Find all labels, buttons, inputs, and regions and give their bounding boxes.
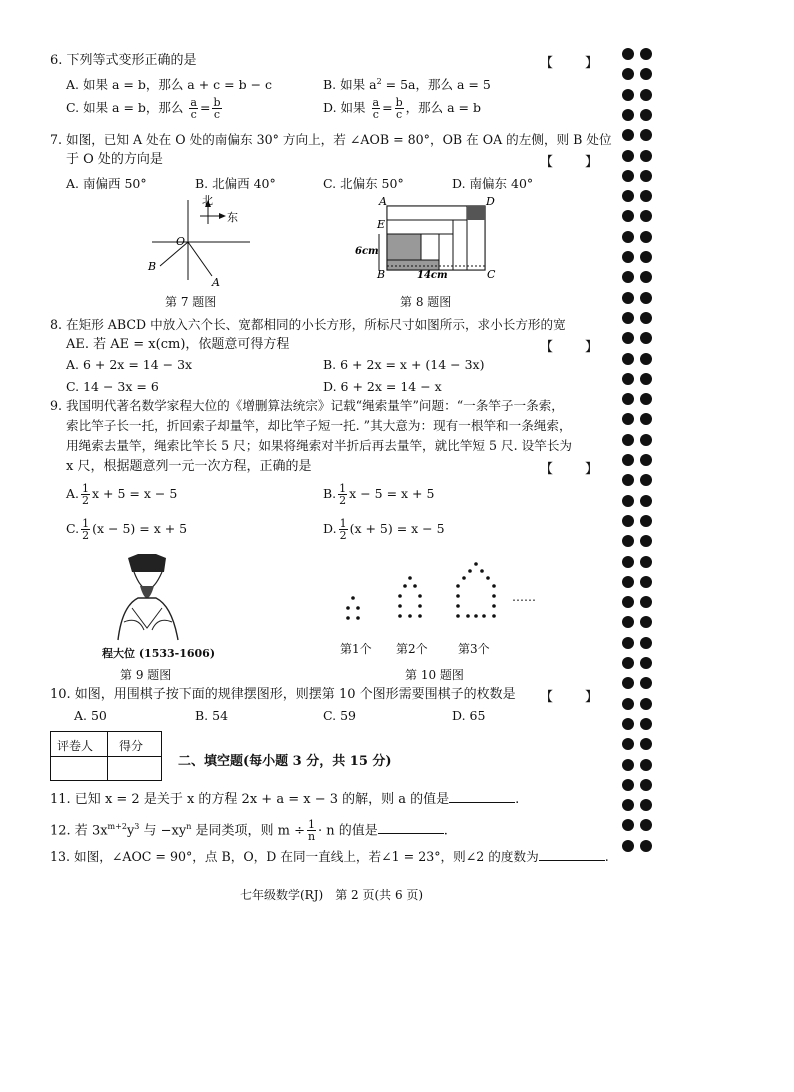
q7-option-b[interactable]: B. 北偏西 40° [195,176,276,191]
q6-option-d-equals: = [382,100,393,115]
score-table-grader-cell[interactable] [51,757,107,780]
q8-option-b[interactable]: B. 6 + 2x = x + (14 − 3x) [323,357,485,372]
q6-option-d-text-end: ，那么 a = b [405,100,481,115]
q9-option-b-text: x − 5 = x + 5 [349,486,435,501]
figure-8-caption: 第 8 题图 [400,295,452,309]
q9-option-a[interactable] [66,483,177,506]
q11-period: . [515,792,520,807]
binding-hole [640,556,652,568]
binding-hole [622,129,634,141]
binding-hole [640,738,652,750]
binding-hole [640,576,652,588]
q7-answer-bracket[interactable]: 【 】 [540,155,601,170]
q9-option-a-text: x + 5 = x − 5 [92,486,178,501]
q10-option-a[interactable]: A. 50 [74,708,107,723]
fig9-name-label: 程大位 (1533-1606) [102,647,216,660]
q6-option-b-exponent: 2 [376,76,382,86]
binding-hole [640,819,652,831]
q6-option-d-text: D. 如果 [323,100,366,115]
page-footer: 七年级数学(RJ) 第 2 页(共 6 页) [240,888,424,902]
q9-option-d-fraction: $\frac{1}{2}$ [339,517,347,542]
binding-hole [622,393,634,405]
binding-hole [622,292,634,304]
q9-line-4: x 尺，根据题意列一元一次方程，正确的是 [66,459,312,474]
fig10-pattern-3 [456,562,496,618]
binding-hole [622,271,634,283]
q12-text-middle: 与 −xy [139,823,187,839]
q9-option-a-fraction: $\frac{1}{2}$ [82,482,90,507]
binding-hole [640,495,652,507]
fig8-point-b: B [377,268,386,281]
binding-hole [622,231,634,243]
binding-hole [640,89,652,101]
fig7-point-o: O [176,235,186,248]
q10-option-b[interactable]: B. 54 [195,708,229,723]
q8-option-d[interactable]: D. 6 + 2x = 14 − x [323,379,442,394]
binding-hole [622,190,634,202]
q6-option-d-fraction-1: $\frac{a}{c}$ [372,96,380,121]
q6-option-b-text-end: = 5a，那么 a = 5 [381,77,491,92]
binding-hole [640,109,652,121]
q6-option-b[interactable] [323,75,491,93]
figure-9-caption: 第 9 题图 [120,668,172,682]
q6-stem: 6. 下列等式变形正确的是 [50,53,197,68]
binding-hole [622,819,634,831]
binding-hole [622,150,634,162]
q9-line-2: 索比竿子长一托，折回索子却量竿，却比竿子短一托. ”其大意为：现有一根竿和一条绳索， [66,418,572,433]
binding-hole [622,170,634,182]
binding-hole [622,353,634,365]
binding-hole [640,698,652,710]
q13 [50,848,609,866]
q6-option-b-text: B. 如果 a [323,77,377,92]
binding-hole [622,312,634,324]
q9-option-c-text: (x − 5) = x + 5 [92,521,188,536]
q10-option-d[interactable]: D. 65 [452,708,486,723]
binding-hole [640,312,652,324]
q13-period: . [604,849,609,864]
binding-hole [640,596,652,608]
binding-hole [622,495,634,507]
q7-option-c[interactable]: C. 北偏东 50° [323,176,404,191]
binding-hole [622,210,634,222]
binding-hole [622,413,634,425]
figure-10-caption: 第 10 题图 [405,668,464,682]
q12-text-end: · n 的值是 [318,823,378,839]
binding-hole [622,332,634,344]
binding-hole [622,48,634,60]
q6-answer-bracket[interactable]: 【 】 [540,56,601,71]
binding-hole [622,454,634,466]
binding-hole [640,454,652,466]
binding-hole [640,129,652,141]
q8-option-a[interactable]: A. 6 + 2x = 14 − 3x [66,357,193,372]
q6-option-a[interactable]: A. 如果 a = b，那么 a + c = b − c [66,77,273,92]
q12-exponent-2: 3 [134,822,140,831]
q8-answer-bracket[interactable]: 【 】 [540,340,601,355]
binding-hole [640,150,652,162]
binding-hole [640,657,652,669]
q11-text: 11. 已知 x = 2 是关于 x 的方程 2x + a = x − 3 的解，则 a 的值是 [50,792,450,807]
q8-option-c[interactable]: C. 14 − 3x = 6 [66,379,159,394]
binding-hole [622,718,634,730]
fig8-length-14cm: 14cm [417,270,448,281]
q12-text-division: 是同类项，则 m ÷ [191,823,306,839]
score-table-grader-header: 评卷人 [57,739,94,753]
q8-line-2: AE. 若 AE = x(cm)，依题意可得方程 [66,337,290,352]
binding-hole [640,251,652,263]
q10-option-c[interactable]: C. 59 [323,708,356,723]
q6-option-c-equals: = [199,100,211,115]
binding-hole [622,535,634,547]
q11-answer-blank[interactable] [449,790,515,803]
q12 [50,818,448,842]
figure-7-caption: 第 7 题图 [165,295,217,309]
fig10-pattern-2 [398,576,422,618]
section-2-title: 二、填空题(每小题 3 分，共 15 分) [178,754,392,769]
binding-hole [622,251,634,263]
binding-hole [640,779,652,791]
fig8-point-c: C [487,268,496,281]
q9-option-a-letter: A. [66,486,80,501]
q10-answer-bracket[interactable]: 【 】 [540,690,601,705]
binding-hole [622,596,634,608]
binding-hole [622,89,634,101]
binding-hole [640,413,652,425]
q9-answer-bracket[interactable]: 【 】 [540,462,601,477]
q11 [50,790,519,809]
q9-option-b-letter: B. [323,486,337,501]
figure-8-diagram [355,190,505,290]
q12-exponent-3: n [186,822,192,831]
binding-hole [640,170,652,182]
q6-option-c[interactable] [66,97,224,120]
binding-hole [640,353,652,365]
q6-option-c-text: C. 如果 a = b，那么 [66,100,184,115]
q12-fraction: $\frac{1}{n}$ [307,818,316,844]
q7-option-a[interactable]: A. 南偏西 50° [66,176,147,191]
binding-hole [622,434,634,446]
binding-hole [622,373,634,385]
q6-option-c-fraction-1: $\frac{a}{c}$ [190,96,197,121]
q9-option-c-letter: C. [66,521,80,536]
binding-hole [640,210,652,222]
binding-hole [640,759,652,771]
binding-hole [640,474,652,486]
q12-exponent-1: m+2 [107,822,127,831]
score-table-score-cell[interactable] [108,757,161,780]
q12-text-start: 12. 若 3x [50,823,108,839]
binding-hole [640,434,652,446]
binding-hole [622,556,634,568]
binding-hole [640,373,652,385]
binding-hole [640,68,652,80]
binding-hole [640,637,652,649]
binding-hole [622,109,634,121]
q6-option-d[interactable] [323,97,481,120]
fig7-point-a: A [212,276,220,289]
q6-option-c-fraction-2: $\frac{b}{c}$ [213,96,221,121]
fig8-point-e: E [377,218,386,231]
q13-text: 13. 如图，∠AOC = 90°，点 B，O，D 在同一直线上，若∠1 = 23°，则∠2 的度数为 [50,849,539,864]
binding-hole [622,840,634,852]
binding-hole [622,779,634,791]
binding-hole [622,698,634,710]
q12-period: . [443,823,448,839]
fig7-point-b: B [148,260,157,273]
q7-line-1: 7. 如图，已知 A 处在 O 处的南偏东 30° 方向上，若 ∠AOB = 80°，OB 在 OA 的左侧，则 B 处位 [50,132,612,147]
q9-option-d[interactable] [323,518,445,541]
fig8-length-6cm: 6cm [355,246,379,257]
binding-hole [640,292,652,304]
binding-hole [640,271,652,283]
fig10-ellipsis: …… [512,590,536,604]
binding-hole [640,535,652,547]
binding-hole [622,576,634,588]
binding-hole [622,657,634,669]
q7-option-d[interactable]: D. 南偏东 40° [452,176,534,191]
q12-variable-y: y [126,823,135,839]
binding-hole [640,231,652,243]
binding-hole [640,332,652,344]
q9-option-c[interactable] [66,518,187,541]
binding-hole [622,616,634,628]
fig8-point-a: A [379,195,387,208]
binding-hole [640,840,652,852]
binding-hole [622,515,634,527]
q9-line-1: 9. 我国明代著名数学家程大位的《增删算法统宗》记载“绳索量竿”问题：“一条竿子一条索， [50,398,564,413]
binding-hole [640,48,652,60]
q9-option-d-text: (x + 5) = x − 5 [349,521,445,536]
figure-9-portrait [98,550,198,642]
binding-hole [622,637,634,649]
binding-hole [622,68,634,80]
q9-option-d-letter: D. [323,521,337,536]
q7-line-2: 于 O 处的方向是 [66,152,163,167]
binding-hole [640,393,652,405]
binding-hole [640,616,652,628]
binding-hole [640,718,652,730]
binding-hole [640,515,652,527]
q10-stem: 10. 如图，用围棋子按下面的规律摆图形，则摆第 10 个图形需要围棋子的枚数是 [50,687,516,702]
q9-option-b-fraction: $\frac{1}{2}$ [339,482,347,507]
binding-hole [622,677,634,689]
figure-7-diagram [140,190,260,290]
q8-line-1: 8. 在矩形 ABCD 中放入六个长、宽都相同的小长方形，所标尺寸如图所示，求小长方形的宽 [50,317,566,332]
binding-hole [622,759,634,771]
score-table [50,731,162,781]
fig10-pattern-1 [346,596,360,620]
score-table-score-header: 得分 [119,739,144,753]
fig7-east-label: 东 [227,211,238,224]
fig10-label-3: 第3个 [458,642,490,656]
fig10-label-2: 第2个 [396,642,428,656]
binding-holes-column [622,48,658,868]
binding-hole [640,799,652,811]
binding-hole [640,677,652,689]
q9-line-3: 用绳索去量竿，绳索比竿长 5 尺；如果将绳索对半折后再去量竿，就比竿短 5 尺. 设竿长为 [66,438,573,453]
q6-option-d-fraction-2: $\frac{b}{c}$ [395,96,403,121]
q12-answer-blank[interactable] [378,821,444,834]
q9-option-c-fraction: $\frac{1}{2}$ [82,517,90,542]
fig8-point-d: D [486,195,495,208]
q13-answer-blank[interactable] [539,848,605,861]
binding-hole [640,190,652,202]
fig7-north-label: 北 [202,194,213,207]
binding-hole [622,474,634,486]
binding-hole [622,738,634,750]
binding-hole [622,799,634,811]
q9-option-b[interactable] [323,483,434,506]
fig10-label-1: 第1个 [340,642,372,656]
